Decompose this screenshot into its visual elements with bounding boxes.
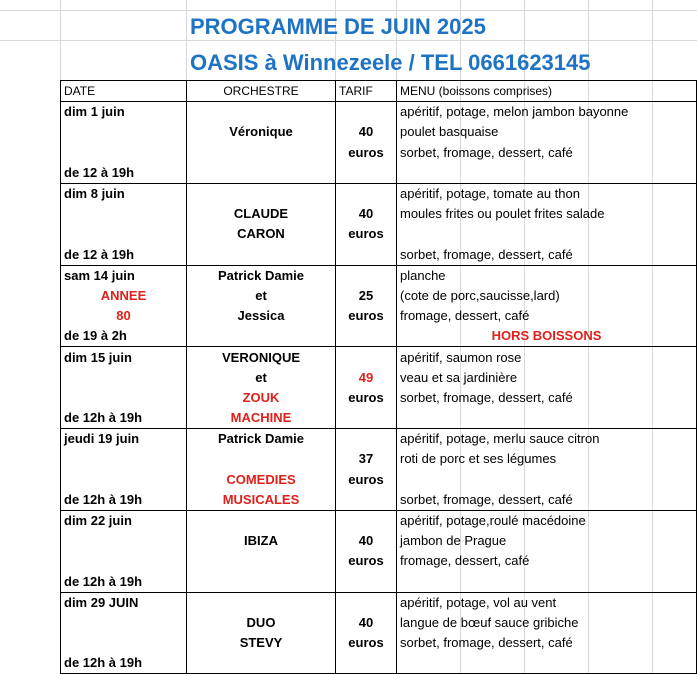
event-hours: de 12 à 19h [61, 163, 187, 184]
event-orchestre [187, 449, 336, 469]
event-tarif: 37 [336, 449, 397, 469]
event-orchestre [187, 572, 336, 593]
event-orchestre [187, 653, 336, 674]
table-row [61, 429, 697, 450]
event-orchestre [187, 102, 336, 123]
event-hours: de 12 à 19h [61, 245, 187, 266]
event-menu: apéritif, potage, merlu sauce citron [397, 429, 697, 450]
event-orchestre: CARON [187, 224, 336, 244]
event-menu [397, 470, 697, 490]
table-row [61, 531, 697, 551]
event-menu [397, 408, 697, 429]
event-tarif [336, 653, 397, 674]
event-orchestre: et [187, 368, 336, 388]
event-date: dim 29 JUIN [61, 592, 187, 613]
event-menu: fromage, dessert, café [397, 306, 697, 326]
event-menu: jambon de Prague [397, 531, 697, 551]
header-tarif: TARIF [336, 81, 397, 102]
event-menu-note: HORS BOISSONS [397, 326, 697, 347]
event-tarif [336, 265, 397, 286]
event-menu: apéritif, potage, melon jambon bayonne [397, 102, 697, 123]
program-table [60, 80, 697, 674]
event-orchestre: Jessica [187, 306, 336, 326]
event-hours: de 12h à 19h [61, 572, 187, 593]
event-orchestre: COMEDIES [187, 470, 336, 490]
event-tarif: 40 [336, 531, 397, 551]
event-date: sam 14 juin [61, 265, 187, 286]
event-tarif [336, 572, 397, 593]
event-tarif [336, 326, 397, 347]
page-subtitle: OASIS à Winnezeele / TEL 0661623145 [190, 50, 591, 75]
event-tarif [336, 592, 397, 613]
event-orchestre [187, 510, 336, 531]
table-header-row [61, 81, 697, 102]
event-tarif [336, 429, 397, 450]
event-tarif: euros [336, 224, 397, 244]
table-row [61, 204, 697, 224]
table-row [61, 163, 697, 184]
event-menu: apéritif, potage,roulé macédoine [397, 510, 697, 531]
event-menu [397, 224, 697, 244]
event-orchestre [187, 245, 336, 266]
gridline [0, 10, 697, 11]
event-tarif: 49 [336, 368, 397, 388]
event-orchestre: VERONIQUE [187, 347, 336, 368]
event-tarif [336, 408, 397, 429]
table-row [61, 551, 697, 571]
table-row [61, 326, 697, 347]
event-tarif: euros [336, 633, 397, 653]
table-row [61, 224, 697, 244]
table-row [61, 143, 697, 163]
event-orchestre: IBIZA [187, 531, 336, 551]
table-row [61, 368, 697, 388]
table-row [61, 592, 697, 613]
table-row [61, 510, 697, 531]
event-menu: (cote de porc,saucisse,lard) [397, 286, 697, 306]
event-menu: sorbet, fromage, dessert, café [397, 245, 697, 266]
event-highlight: ANNEE [61, 286, 187, 306]
event-orchestre: STEVY [187, 633, 336, 653]
event-menu: apéritif, potage, vol au vent [397, 592, 697, 613]
table-row [61, 306, 697, 326]
gridline [0, 40, 697, 41]
event-menu: fromage, dessert, café [397, 551, 697, 571]
event-tarif: 40 [336, 613, 397, 633]
event-tarif: 25 [336, 286, 397, 306]
event-tarif: 40 [336, 204, 397, 224]
table-row [61, 265, 697, 286]
header-orchestre: ORCHESTRE [187, 81, 336, 102]
table-row [61, 490, 697, 511]
event-date: jeudi 19 juin [61, 429, 187, 450]
event-orchestre: CLAUDE [187, 204, 336, 224]
event-date: dim 22 juin [61, 510, 187, 531]
event-menu: poulet basquaise [397, 122, 697, 142]
event-highlight: 80 [61, 306, 187, 326]
table-row [61, 408, 697, 429]
event-orchestre [187, 551, 336, 571]
table-row [61, 470, 697, 490]
table-row [61, 347, 697, 368]
event-menu: apéritif, saumon rose [397, 347, 697, 368]
event-tarif [336, 245, 397, 266]
event-date: dim 8 juin [61, 183, 187, 204]
event-hours: de 19 à 2h [61, 326, 187, 347]
event-orchestre: Patrick Damie [187, 265, 336, 286]
event-orchestre [187, 326, 336, 347]
event-menu: veau et sa jardinière [397, 368, 697, 388]
event-tarif: euros [336, 470, 397, 490]
table-row [61, 572, 697, 593]
table-row [61, 286, 697, 306]
event-menu: planche [397, 265, 697, 286]
event-menu: langue de bœuf sauce gribiche [397, 613, 697, 633]
event-hours: de 12h à 19h [61, 408, 187, 429]
header-menu: MENU (boissons comprises) [397, 81, 697, 102]
event-orchestre: MACHINE [187, 408, 336, 429]
event-menu: apéritif, potage, tomate au thon [397, 183, 697, 204]
event-tarif [336, 102, 397, 123]
event-tarif [336, 490, 397, 511]
event-date: dim 15 juin [61, 347, 187, 368]
event-date: dim 1 juin [61, 102, 187, 123]
event-orchestre: et [187, 286, 336, 306]
event-hours: de 12h à 19h [61, 490, 187, 511]
event-orchestre: Véronique [187, 122, 336, 142]
event-menu: sorbet, fromage, dessert, café [397, 490, 697, 511]
table-row [61, 388, 697, 408]
event-orchestre [187, 592, 336, 613]
event-menu: roti de porc et ses légumes [397, 449, 697, 469]
event-tarif: euros [336, 388, 397, 408]
table-row [61, 122, 697, 142]
event-menu: sorbet, fromage, dessert, café [397, 633, 697, 653]
event-tarif: 40 [336, 122, 397, 142]
table-row [61, 613, 697, 633]
event-hours: de 12h à 19h [61, 653, 187, 674]
header-date: DATE [61, 81, 187, 102]
event-orchestre: Patrick Damie [187, 429, 336, 450]
event-tarif [336, 347, 397, 368]
event-menu [397, 163, 697, 184]
page-title: PROGRAMME DE JUIN 2025 [190, 14, 486, 39]
event-tarif: euros [336, 143, 397, 163]
event-menu [397, 653, 697, 674]
event-tarif: euros [336, 551, 397, 571]
event-orchestre: ZOUK [187, 388, 336, 408]
event-menu: moules frites ou poulet frites salade [397, 204, 697, 224]
event-menu: sorbet, fromage, dessert, café [397, 388, 697, 408]
event-menu [397, 572, 697, 593]
event-orchestre: DUO [187, 613, 336, 633]
event-orchestre [187, 163, 336, 184]
table-row [61, 245, 697, 266]
event-menu: sorbet, fromage, dessert, café [397, 143, 697, 163]
event-orchestre [187, 183, 336, 204]
event-tarif [336, 163, 397, 184]
table-row [61, 102, 697, 123]
event-tarif [336, 510, 397, 531]
table-row [61, 449, 697, 469]
event-orchestre [187, 143, 336, 163]
table-row [61, 183, 697, 204]
event-orchestre: MUSICALES [187, 490, 336, 511]
event-tarif: euros [336, 306, 397, 326]
event-tarif [336, 183, 397, 204]
table-row [61, 633, 697, 653]
table-row [61, 653, 697, 674]
